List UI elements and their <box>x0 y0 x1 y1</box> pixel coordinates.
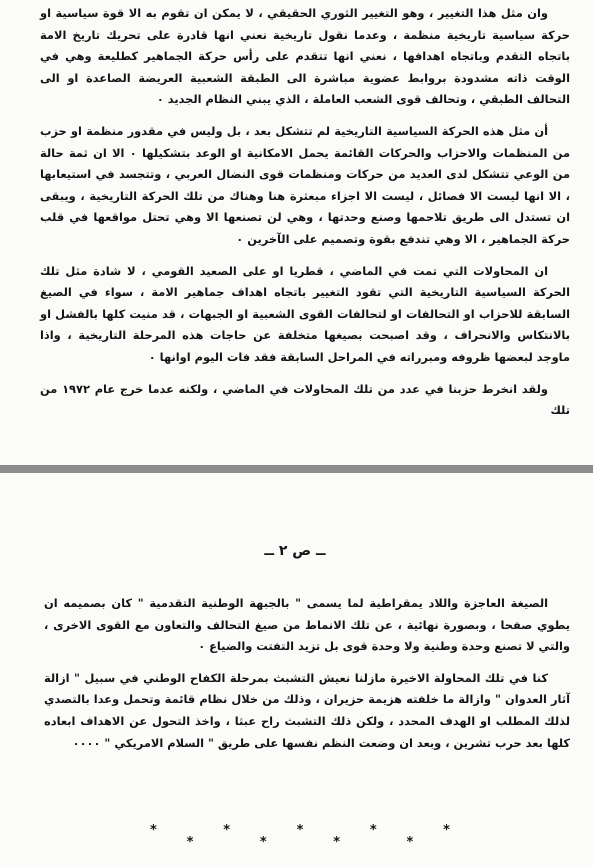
page-bottom-text <box>44 593 570 754</box>
star-glyph: * <box>150 823 157 838</box>
paragraph: أن مثل هذه الحركة السياسية التاريخية لم تتشكل بعد ، بل وليس في مقدور منظمة او حزب من المنظمات والاحزاب والحركات القائمة يحمل الامكانية او الوعد بتشكيلها ٠ الا ان ثمة حالة من الوعي تتشكل لدى العديد من حركات ومنظمات قوى النضال العربي ، وتتجسد في استيعابها ، الا انها ليست الا فصائل ، ليست الا اجزاء مبعثرة هنا وهناك من تلك الحركة التاريخية ، ويبقى ان تستدل الى طريق تلاحمها وصنع وحدتها ، وهي لن تصنعها الا وهي تحتل مواقعها في قلب حركة الجماهير ، الا وهي تندفع بقوة وتصميم على الآخرين ٠ <box>40 123 570 246</box>
paragraph: ان المحاولات التي تمت في الماضي ، قطريا او على الصعيد القومي ، لا شادة مثل تلك الحركة السياسية التاريخية التي تقود التغيير باتجاه اهداف جماهير الامة ، سواء في الصيغ السابقة للاحزاب او التحالفات او لتحالفات القوى الشعبية او الجبهات ، قد منيت كلها بالفشل او بالانتكاس والانحراف ، وقد اصبحت بصيغها متخلفة عن حاجات هذه المرحلة التاريخية ، واذا ماوجد لبعضها ظروفه ومبرراته في المراحل السابقة فقد فات اليوم اوانها ٠ <box>40 263 570 364</box>
paragraph: الصيغة العاجزة واللاد يمقراطية لما يسمى " بالجبهة الوطنية التقدمية " كان بصميمه ان يطوي صفحا ، وبصورة نهائية ، عن تلك الانماط من صيغ التحالف والتعاون مع القوى الاخرى ، والتي لا تصنع وحدة وطنية ولا وحدة قوى بل تزيد التفتت والضياع ٠ <box>44 596 570 654</box>
page-top-text <box>40 3 570 422</box>
star-glyph: * <box>186 835 194 850</box>
page-separator <box>0 465 593 473</box>
star-glyph: * <box>369 823 377 838</box>
paragraph: وان مثل هذا التغيير ، وهو التغيير الثوري الحقيقي ، لا يمكن ان تقوم به الا قوة سياسية او حركة سياسية تاريخية منظمة ، وعدما نقول تاريخية نعني انها قادرة على تحريك تاريخ الامة باتجاه التقدم وباتجاه اهدافها ، نعني انها تتقدم على رأس حركة الجماهير كطليعة وهي في الوقت ذاته مشدودة بروابط عضوية مباشرة الى الطبقة الشعبية العريضة الصاعدة او الى التحالف الطبقي ، وتحالف قوى الشعب العاملة ، الذي يبني النظام الجديد ٠ <box>40 6 570 107</box>
star-glyph: * <box>296 823 304 838</box>
star-glyph: * <box>443 823 450 838</box>
document-page-bottom <box>0 473 593 867</box>
section-divider-stars <box>150 823 450 850</box>
page-number: ــ ص ٢ ــ <box>264 543 326 559</box>
star-glyph: * <box>259 835 267 850</box>
star-glyph: * <box>333 835 341 850</box>
paragraph: ولقد انخرط حزبنا في عدد من تلك المحاولات في الماضي ، ولكنه عدما خرج عام ١٩٧٢ من تلك <box>40 381 570 418</box>
star-glyph: * <box>406 835 414 850</box>
star-glyph: * <box>223 823 231 838</box>
paragraph: كنا في تلك المحاولة الاخيرة مازلنا نعيش التشبث بمرحلة الكفاح الوطني في سبيل " ازالة آثار العدوان " وازالة ما خلفته هزيمة حزيران ، وذلك من خلال نظام قائمة وتحمل وعدا بالتصدي لذلك المطلب او الهدف المحدد ، ولكن ذلك التشبث راح عبثا ، واخذ التحول عن الاهداف ابعاده كلها بعد حرب تشرين ، وبعد ان وضعت النظم نفسها على طريق " السلام الامريكي " ٠٠٠٠ <box>44 670 570 750</box>
